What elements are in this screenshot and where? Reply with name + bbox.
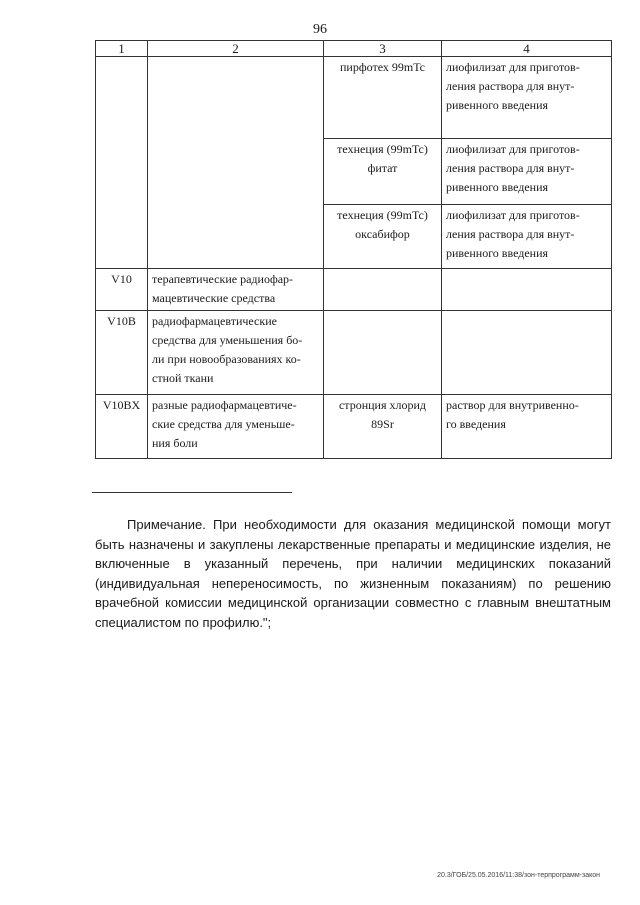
table-header-row <box>96 41 612 57</box>
dosage-form-cell: раствор для внутривенно- го введения <box>442 395 612 459</box>
dosage-form-cell: лиофилизат для приготов- ления раствора для внут- ривенного введения <box>442 57 612 139</box>
document-footer-code: 20.3/ГОБ/25.05.2016/11:38/зон-терпрограмм-закон <box>437 872 600 879</box>
drug-name-cell: технеция (99mTc) оксабифор <box>324 205 442 269</box>
note-paragraph: Примечание. При необходимости для оказания медицинской помощи могут быть назначены и закуплены лекарственные препараты и медицинские изделия, не включенные в указанный перечень, при наличии медицинских показаний (индивидуальная непереносимость, по жизненным показаниям) по решению врачебной комиссии медицинской организации совместно с главным внештатным специалистом по профилю."; <box>95 517 611 630</box>
atc-code-cell: V10B <box>96 311 148 395</box>
column-header: 2 <box>148 41 324 57</box>
column-header: 1 <box>96 41 148 57</box>
page-number: 96 <box>313 22 327 37</box>
footnote-divider <box>92 492 292 493</box>
drug-name-cell: технеция (99mTc) фитат <box>324 139 442 205</box>
table-row <box>96 57 612 139</box>
dosage-form-cell <box>442 269 612 311</box>
drug-name-cell <box>324 311 442 395</box>
dosage-form-cell: лиофилизат для приготов- ления раствора для внут- ривенного введения <box>442 139 612 205</box>
group-name-cell: радиофармацевтические средства для уменьшения бо- ли при новообразованиях ко- стной ткани <box>148 311 324 395</box>
table-row <box>96 269 612 311</box>
drug-name-cell: стронция хлорид 89Sr <box>324 395 442 459</box>
atc-code-cell: V10 <box>96 269 148 311</box>
table-row <box>96 395 612 459</box>
drug-name-cell: пирфотех 99mTc <box>324 57 442 139</box>
drug-name-cell <box>324 269 442 311</box>
drug-list-table <box>95 40 612 459</box>
group-name-cell: терапевтические радиофар- мацевтические средства <box>148 269 324 311</box>
column-header: 3 <box>324 41 442 57</box>
atc-code-cell <box>96 57 148 269</box>
dosage-form-cell <box>442 311 612 395</box>
column-header: 4 <box>442 41 612 57</box>
table-row <box>96 311 612 395</box>
group-name-cell <box>148 57 324 269</box>
group-name-cell: разные радиофармацевтиче- ские средства для уменьше- ния боли <box>148 395 324 459</box>
dosage-form-cell: лиофилизат для приготов- ления раствора для внут- ривенного введения <box>442 205 612 269</box>
atc-code-cell: V10BX <box>96 395 148 459</box>
